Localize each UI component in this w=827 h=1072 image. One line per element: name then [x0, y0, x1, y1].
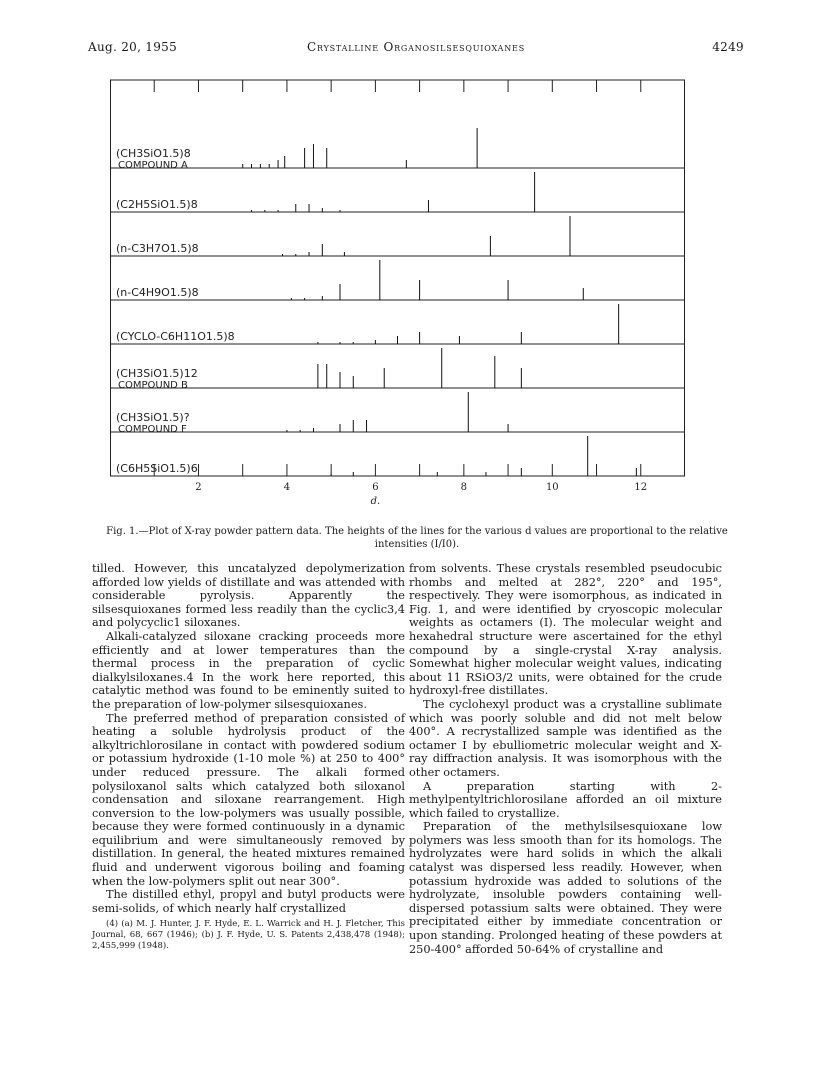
footnote: (4) (a) M. J. Hunter, J. F. Hyde, E. L. Warrick and H. J. Fletcher, This Journal, 68, 667 (1946); (b) J. F. Hyde, U. S. Patents 2,438,478 (1948); 2,455,999 (1948). — [92, 919, 405, 952]
row-label: (C6H5SiO1.5)6 — [116, 462, 198, 475]
row-label: (n-C3H7O1.5)8 — [116, 242, 199, 255]
right-column — [409, 562, 722, 956]
figure-caption: Fig. 1.—Plot of X-ray powder pattern data. The heights of the lines for the various d values are proportional to the relative intensities (I/I0). — [106, 526, 728, 550]
x-tick-label: 6 — [372, 482, 379, 493]
row-label: (CH3SiO1.5)8 — [116, 147, 191, 160]
x-tick-label: 4 — [283, 482, 291, 493]
paragraph: Preparation of the methylsilsesquioxane low polymers was less smooth than for its homologs. The hydrolyzates were hard solids in which the alkali catalyst was dispersed less readily. However, when potassium hydroxide was added to solutions of the hydrolyzate, insoluble powders containing well-dispersed potassium salts were obtained. They were precipitated either by immediate concentration or upon standing. Prolonged heating of these powders at 250-400° afforded 50-64% of crystalline and — [409, 820, 722, 956]
x-tick-label: 10 — [545, 482, 559, 493]
chart-frame — [111, 80, 685, 476]
x-tick-label: 12 — [634, 482, 648, 493]
paragraph: tilled. However, this uncatalyzed depolymerization afforded low yields of distillate and was attended with considerable pyrolysis. Apparently the silsesquioxanes formed less readily than the cyclic3,4 and polycyclic1 siloxanes. — [92, 562, 405, 630]
paragraph: The cyclohexyl product was a crystalline sublimate which was poorly soluble and did not melt below 400°. A recrystallized sample was identified as the octamer I by ebulliometric molecular weight and X-ray diffraction analysis. It was isomorphous with the other octamers. — [409, 697, 722, 779]
body-columns — [92, 562, 744, 1062]
x-tick-label: 8 — [460, 482, 468, 493]
paragraph: from solvents. These crystals resembled pseudocubic rhombs and melted at 282°, 220° and 195°, respectively. They were isomorphous, as indicated in Fig. 1, and were identified by cryoscopic molecular weights as octamers (I). The molecular weight and hexahedral structure were ascertained for the ethyl compound by a single-crystal X-ray analysis. Somewhat higher molecular weight values, indicating about 11 RSiO3/2 units, were obtained for the crude hydroxyl-free distillates. — [409, 562, 722, 698]
row-label: (n-C4H9O1.5)8 — [116, 286, 199, 299]
header-page-number: 4249 — [712, 40, 744, 54]
paragraph: Alkali-catalyzed siloxane cracking proceeds more efficiently and at lower temperatures than the thermal process in the preparation of cyclic dialkylsiloxanes.4 In the work here reported, this catalytic method was found to be eminently suited to the preparation of low-polymer silsesquioxanes. — [92, 629, 405, 711]
x-tick-label: 2 — [195, 482, 202, 493]
row-sublabel: COMPOUND F — [118, 424, 187, 435]
row-sublabel: COMPOUND B — [118, 380, 188, 391]
x-axis-label: d. — [370, 496, 381, 507]
row-label: (CH3SiO1.5)12 — [116, 367, 198, 380]
header-date: Aug. 20, 1955 — [88, 40, 178, 54]
running-header — [88, 40, 744, 60]
row-label: (CH3SiO1.5)? — [116, 411, 190, 424]
paragraph: A preparation starting with 2-methylpentyltrichlorosilane afforded an oil mixture which failed to crystallize. — [409, 779, 722, 820]
row-label: (C2H5SiO1.5)8 — [116, 198, 198, 211]
left-column — [92, 562, 405, 952]
row-label: (CYCLO-C6H11O1.5)8 — [116, 330, 235, 343]
xray-powder-pattern-chart — [110, 72, 685, 512]
paragraph: The preferred method of preparation consisted of heating a soluble hydrolysis product of the alkyltrichlorosilane in contact with powdered sodium or potassium hydroxide (1-10 mole %) at 250 to 400° under reduced pressure. The alkali formed polysiloxanol salts which catalyzed both siloxanol condensation and siloxane rearrangement. High conversion to the low-polymers was usually possible, because they were formed continuously in a dynamic equilibrium and were simultaneously removed by distillation. In general, the heated mixtures remained fluid and underwent vigorous boiling and foaming when the low-polymers split out near 300°. — [92, 711, 405, 888]
header-title: Crystalline Organosilsesquioxanes — [307, 40, 525, 54]
row-sublabel: COMPOUND A — [118, 160, 188, 171]
paragraph: The distilled ethyl, propyl and butyl products were semi-solids, of which nearly half crystallized — [92, 888, 405, 915]
